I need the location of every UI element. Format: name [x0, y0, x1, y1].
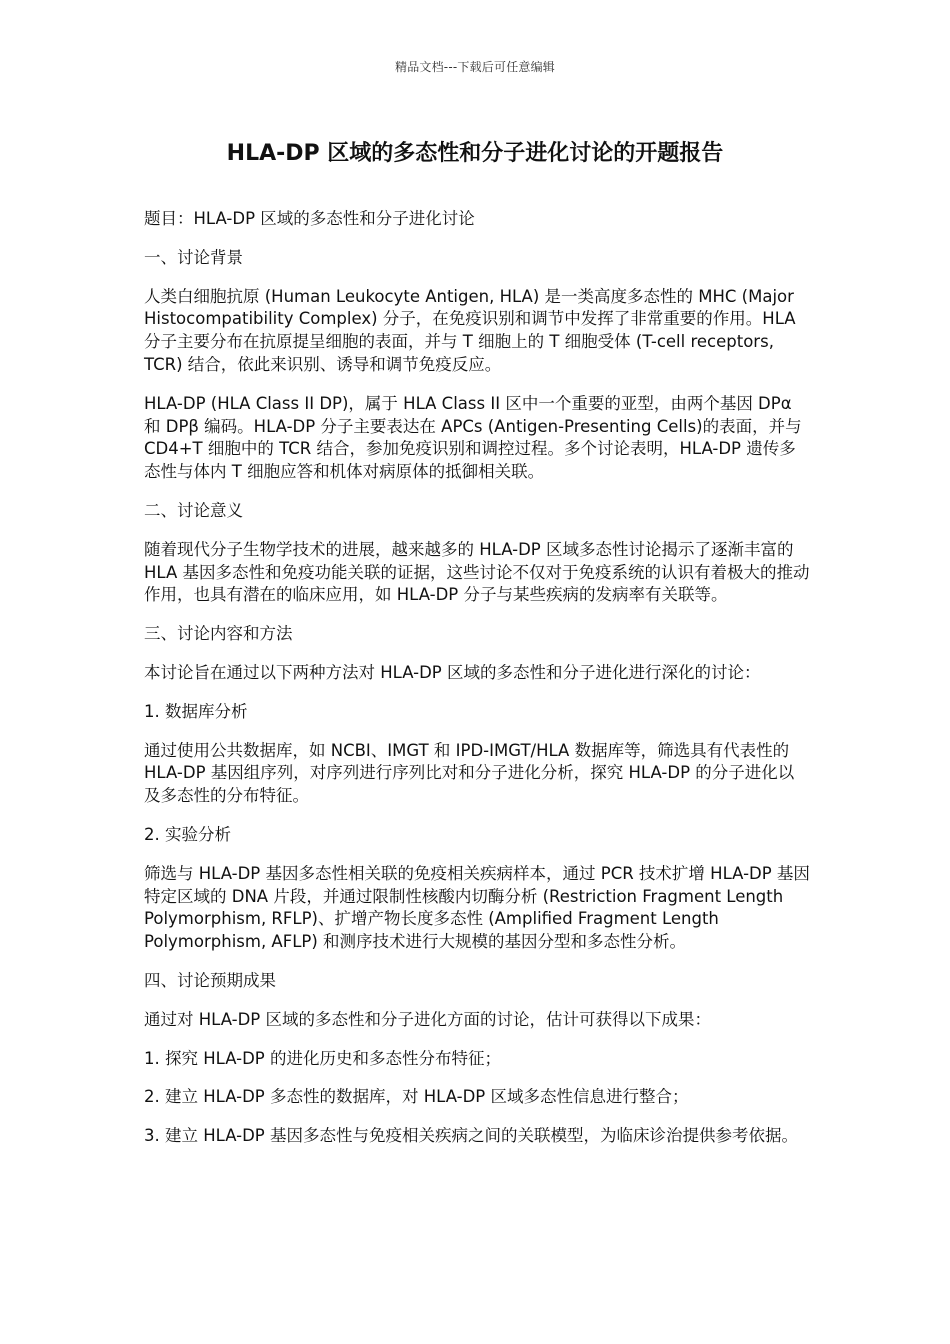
topic-line: 题目：HLA-DP 区域的多态性和分子进化讨论: [144, 209, 475, 228]
outcome-item-3: 3. 建立 HLA-DP 基因多态性与免疫相关疾病之间的关联模型，为临床诊治提供参考依据。: [144, 1126, 798, 1146]
header-note: 精品文档---下载后可任意编辑: [395, 60, 555, 74]
significance-paragraph: 随着现代分子生物学技术的进展，越来越多的 HLA-DP 区域多态性讨论揭示了逐渐丰富的 HLA 基因多态性和免疫功能关联的证据，这些讨论不仅对于免疫系统的认识有着极大的推动作用，也具有潜在的临床应用，如 HLA-DP 分子与某些疾病的发病率有关联等。: [144, 539, 810, 605]
section-heading-significance: 二、讨论意义: [144, 500, 243, 520]
section-heading-methods: 三、讨论内容和方法: [144, 624, 293, 644]
section-heading-outcomes: 四、讨论预期成果: [144, 970, 276, 990]
method-1-heading: 1. 数据库分析: [144, 701, 248, 721]
outcome-item-2: 2. 建立 HLA-DP 多态性的数据库，对 HLA-DP 区域多态性信息进行整合；: [144, 1087, 689, 1107]
section-heading-background: 一、讨论背景: [144, 247, 243, 267]
method-2-paragraph: 筛选与 HLA-DP 基因多态性相关联的免疫相关疾病样本，通过 PCR 技术扩增 HLA-DP 基因特定区域的 DNA 片段，并通过限制性核酸内切酶分析 (Restriction Fragment Length Polymorphism, RFLP)、扩增产物长度多态性 (Amplified Fragment Length Polymorphism, AFLP) 和测序技术进行大规模的基因分型和多态性分析。: [144, 863, 810, 952]
background-paragraph-1: 人类白细胞抗原 (Human Leukocyte Antigen, HLA) 是一类高度多态性的 MHC (Major Histocompatibility Complex) 分子，在免疫识别和调节中发挥了非常重要的作用。HLA 分子主要分布在抗原提呈细胞的表面，并与 T 细胞上的 T 细胞受体 (T-cell receptors, TCR) 结合，依此来识别、诱导和调节免疫反应。: [144, 286, 796, 374]
method-2-heading: 2. 实验分析: [144, 824, 231, 844]
document-title: HLA-DP 区域的多态性和分子进化讨论的开题报告: [226, 141, 724, 166]
method-1-paragraph: 通过使用公共数据库，如 NCBI、IMGT 和 IPD-IMGT/HLA 数据库等，筛选具有代表性的 HLA-DP 基因组序列，对序列进行序列比对和分子进化分析，探究 HLA-DP 的分子进化以及多态性的分布特征。: [144, 740, 795, 806]
methods-intro: 本讨论旨在通过以下两种方法对 HLA-DP 区域的多态性和分子进化进行深化的讨论：: [144, 662, 761, 682]
outcomes-intro: 通过对 HLA-DP 区域的多态性和分子进化方面的讨论，估计可获得以下成果：: [144, 1009, 712, 1029]
document-body: [144, 208, 810, 1164]
outcome-item-1: 1. 探究 HLA-DP 的进化历史和多态性分布特征；: [144, 1048, 501, 1068]
background-paragraph-2: HLA-DP (HLA Class II DP)，属于 HLA Class II 区中一个重要的亚型，由两个基因 DPα 和 DPβ 编码。HLA-DP 分子主要表达在 APCs (Antigen-Presenting Cells)的表面，并与 CD4+T 细胞中的 TCR 结合，参加免疫识别和调控过程。多个讨论表明，HLA-DP 遗传多态性与体内 T 细胞应答和机体对病原体的抵御相关联。: [144, 393, 802, 482]
